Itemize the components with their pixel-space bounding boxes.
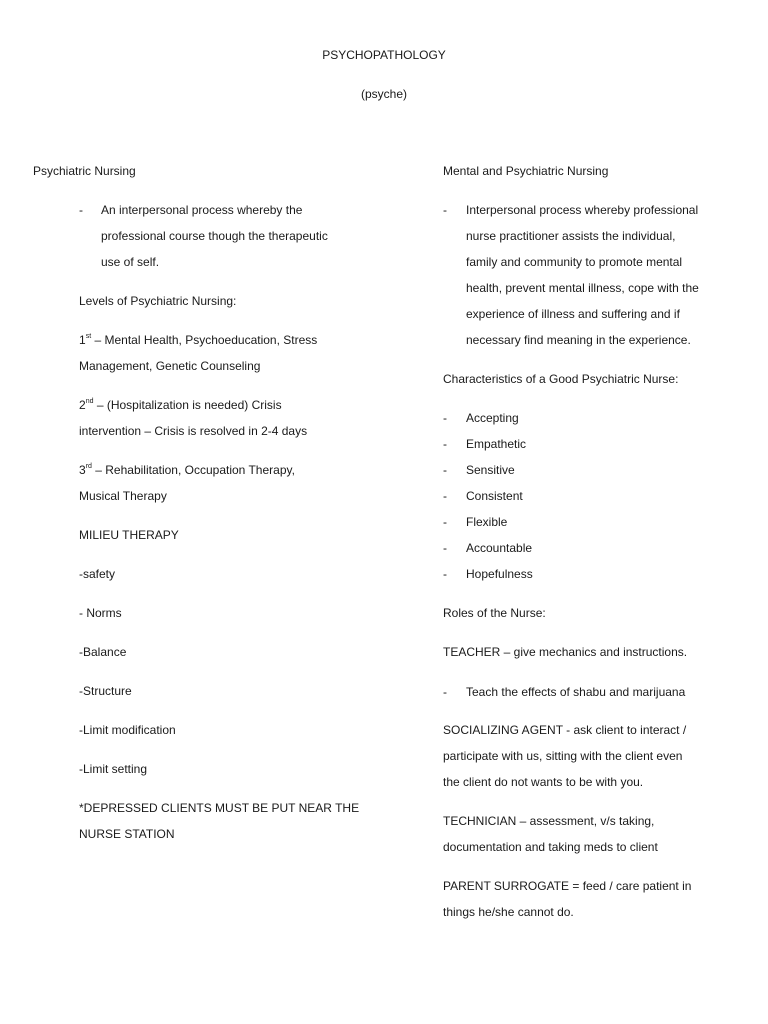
list-item: Accountable: [466, 541, 533, 555]
role-teacher: TEACHER – give mechanics and instructions.: [443, 645, 688, 659]
definition-line: use of self.: [101, 255, 160, 269]
bullet-dash: -: [443, 203, 447, 217]
role-line: SOCIALIZING AGENT - ask client to interact /: [443, 723, 687, 737]
list-item: Empathetic: [466, 437, 527, 451]
milieu-item: -Limit setting: [79, 762, 148, 776]
level-line: 3rd – Rehabilitation, Occupation Therapy,: [79, 463, 295, 477]
level-line: Musical Therapy: [79, 489, 167, 503]
level-line: 2nd – (Hospitalization is needed) Crisis: [79, 398, 282, 412]
roles-heading: Roles of the Nurse:: [443, 606, 546, 620]
milieu-item: -Structure: [79, 684, 132, 698]
definition-line: experience of illness and suffering and if: [466, 307, 680, 321]
bullet-dash: -: [443, 685, 447, 699]
milieu-heading: MILIEU THERAPY: [79, 528, 179, 542]
milieu-item: - Norms: [79, 606, 122, 620]
bullet-dash: -: [443, 541, 447, 555]
level-line: Management, Genetic Counseling: [79, 359, 261, 373]
definition-line: An interpersonal process whereby the: [101, 203, 303, 217]
definition-line: Interpersonal process whereby professional: [466, 203, 699, 217]
bullet-dash: -: [443, 567, 447, 581]
milieu-item: -Limit modification: [79, 723, 176, 737]
list-item: Flexible: [466, 515, 508, 529]
definition-line: nurse practitioner assists the individual,: [466, 229, 676, 243]
bullet-dash: -: [79, 203, 83, 217]
definition-line: necessary find meaning in the experience.: [466, 333, 691, 347]
level-line: intervention – Crisis is resolved in 2-4 days: [79, 424, 308, 438]
levels-heading: Levels of Psychiatric Nursing:: [79, 294, 237, 308]
bullet-dash: -: [443, 463, 447, 477]
bullet-dash: -: [443, 515, 447, 529]
milieu-item: -safety: [79, 567, 116, 581]
definition-line: professional course though the therapeutic: [101, 229, 328, 243]
role-line: the client do not wants to be with you.: [443, 775, 644, 789]
note-line: NURSE STATION: [79, 827, 175, 841]
note-line: *DEPRESSED CLIENTS MUST BE PUT NEAR THE: [79, 801, 360, 815]
list-item: Sensitive: [466, 463, 515, 477]
left-heading: Psychiatric Nursing: [33, 164, 136, 178]
role-teacher-item: Teach the effects of shabu and marijuana: [466, 685, 686, 699]
role-line: participate with us, sitting with the client even: [443, 749, 683, 763]
page-subtitle: (psyche): [360, 87, 407, 101]
right-heading: Mental and Psychiatric Nursing: [443, 164, 609, 178]
bullet-dash: -: [443, 489, 447, 503]
characteristics-heading: Characteristics of a Good Psychiatric Nurse:: [443, 372, 679, 386]
role-line: documentation and taking meds to client: [443, 840, 658, 854]
page-title: PSYCHOPATHOLOGY: [322, 48, 446, 62]
role-line: things he/she cannot do.: [443, 905, 574, 919]
definition-line: health, prevent mental illness, cope with the: [466, 281, 699, 295]
list-item: Accepting: [466, 411, 519, 425]
role-line: TECHNICIAN – assessment, v/s taking,: [443, 814, 655, 828]
role-line: PARENT SURROGATE = feed / care patient in: [443, 879, 692, 893]
definition-line: family and community to promote mental: [466, 255, 683, 269]
list-item: Consistent: [466, 489, 523, 503]
milieu-item: -Balance: [79, 645, 127, 659]
bullet-dash: -: [443, 411, 447, 425]
bullet-dash: -: [443, 437, 447, 451]
list-item: Hopefulness: [466, 567, 533, 581]
level-line: 1st – Mental Health, Psychoeducation, Stress: [79, 333, 318, 347]
